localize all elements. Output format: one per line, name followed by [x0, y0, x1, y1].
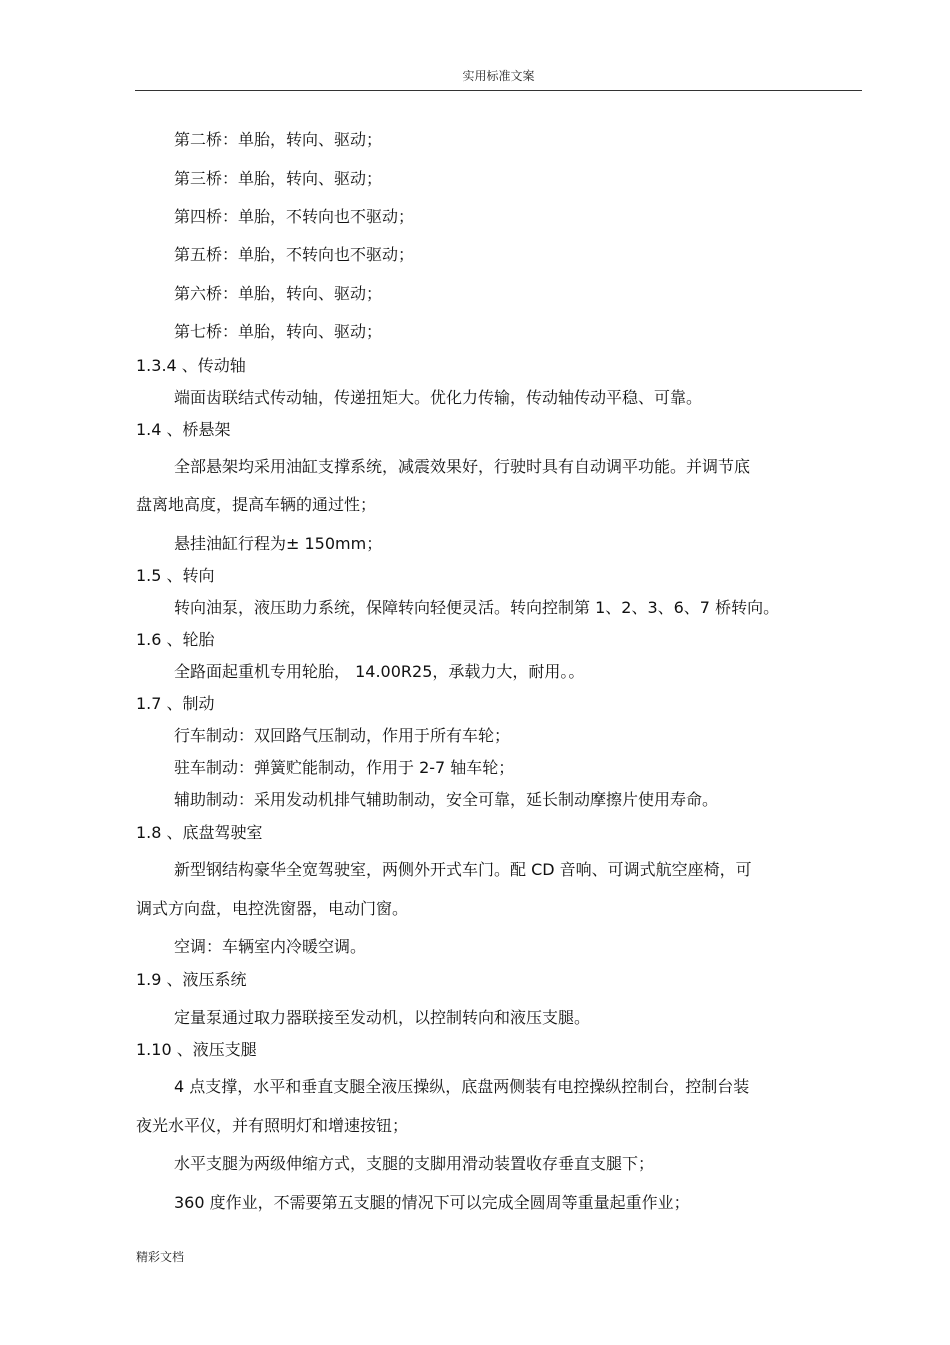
header-divider — [135, 90, 862, 91]
page-header: 实用标准文案 — [462, 69, 535, 83]
text-line: 全部悬架均采用油缸支撑系统，减震效果好，行驶时具有自动调平功能。并调节底 — [174, 457, 751, 476]
text-line: 4 点支撑，水平和垂直支腿全液压操纵，底盘两侧装有电控操纵控制台，控制台装 — [174, 1077, 750, 1096]
text-line: 第二桥：单胎，转向、驱动； — [174, 130, 383, 149]
text-line: 辅助制动：采用发动机排气辅助制动，安全可靠，延长制动摩擦片使用寿命。 — [174, 790, 719, 809]
text-line: 新型钢结构豪华全宽驾驶室，两侧外开式车门。配 CD 音响、可调式航空座椅，可 — [174, 860, 752, 879]
section-heading: 1.4 、桥悬架 — [136, 420, 231, 439]
text-line: 360 度作业，不需要第五支腿的情况下可以完成全圆周等重量起重作业； — [174, 1193, 690, 1212]
section-heading: 1.8 、底盘驾驶室 — [136, 823, 263, 842]
text-line: 定量泵通过取力器联接至发动机，以控制转向和液压支腿。 — [174, 1008, 591, 1027]
text-line: 盘离地高度，提高车辆的通过性； — [136, 495, 377, 514]
text-line: 转向油泵，液压助力系统，保障转向轻便灵活。转向控制第 1、2、3、6、7 桥转向。 — [174, 598, 780, 617]
text-line: 夜光水平仪，并有照明灯和增速按钮； — [136, 1116, 409, 1135]
text-line: 第七桥：单胎，转向、驱动； — [174, 322, 383, 341]
text-line: 悬挂油缸行程为± 150mm； — [174, 534, 383, 553]
section-heading: 1.5 、转向 — [136, 566, 215, 585]
text-line: 全路面起重机专用轮胎， 14.00R25，承载力大，耐用。。 — [174, 662, 585, 681]
section-heading: 1.10 、液压支腿 — [136, 1040, 257, 1059]
text-line: 第五桥：单胎，不转向也不驱动； — [174, 245, 415, 264]
text-line: 水平支腿为两级伸缩方式，支腿的支脚用滑动装置收存垂直支腿下； — [174, 1154, 655, 1173]
page-footer: 精彩文档 — [136, 1250, 185, 1264]
text-line: 端面齿联结式传动轴，传递扭矩大。优化力传输，传动轴传动平稳、可靠。 — [174, 388, 703, 407]
text-line: 第四桥：单胎，不转向也不驱动； — [174, 207, 415, 226]
section-heading: 1.6 、轮胎 — [136, 630, 215, 649]
section-heading: 1.3.4 、传动轴 — [136, 356, 246, 375]
text-line: 驻车制动：弹簧贮能制动，作用于 2-7 轴车轮； — [174, 758, 515, 777]
text-line: 第六桥：单胎，转向、驱动； — [174, 284, 383, 303]
section-heading: 1.7 、制动 — [136, 694, 215, 713]
text-line: 第三桥：单胎，转向、驱动； — [174, 169, 383, 188]
text-line: 行车制动：双回路气压制动，作用于所有车轮； — [174, 726, 511, 745]
section-heading: 1.9 、液压系统 — [136, 970, 247, 989]
text-line: 空调：车辆室内冷暖空调。 — [174, 937, 367, 956]
text-line: 调式方向盘，电控洗窗器，电动门窗。 — [136, 899, 409, 918]
